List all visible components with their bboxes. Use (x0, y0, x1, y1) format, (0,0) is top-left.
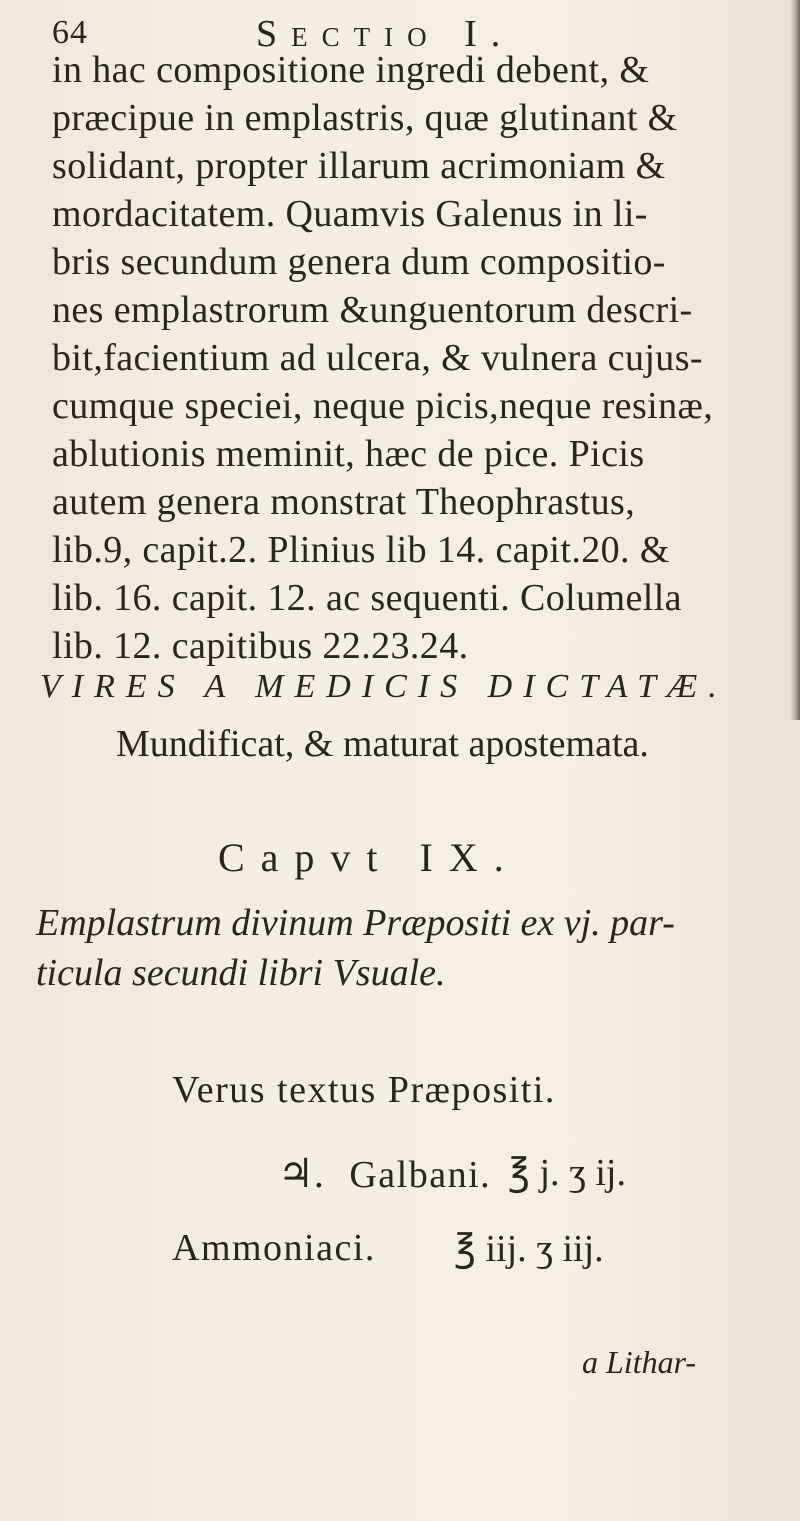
vires-text: Mundificat, & maturat apostemata. (116, 723, 649, 765)
page-edge-shadow (790, 0, 800, 720)
body-line: ablutionis meminit, hæc de pice. Picis (52, 433, 645, 475)
ingredient-name: Galbani. (349, 1154, 492, 1196)
body-line: bris secundum genera dum compositio- (52, 241, 666, 283)
body-line: lib.9, capit.2. Plinius lib 14. capit.20. & (52, 529, 670, 571)
body-line: mordacitatem. Quamvis Galenus in li- (52, 193, 648, 235)
ingredient-name: Ammoniaci. (172, 1227, 376, 1269)
body-line: lib. 16. capit. 12. ac sequenti. Columella (52, 577, 682, 619)
section-heading: VIRES A MEDICIS DICTATÆ. (40, 668, 728, 705)
ingredient-row (172, 1226, 604, 1270)
body-line: autem genera monstrat Theophrastus, (52, 481, 636, 523)
recipe-symbol: ♃. (278, 1151, 324, 1196)
body-line: bit,facientium ad ulcera, & vulnera cujus- (52, 337, 703, 379)
body-line: nes emplastrorum &unguentorum descri- (52, 289, 693, 331)
chapter-heading: Capvt IX. (218, 835, 520, 880)
body-paragraph (52, 46, 774, 670)
recipe-title (36, 898, 776, 998)
body-line: præcipue in emplastris, quæ glutinant & (52, 97, 678, 139)
body-line: in hac compositione ingredi debent, & (52, 49, 650, 91)
recipe-title-line: ticula secundi libri Vsuale. (36, 952, 446, 994)
ingredient-quantity: ℥ j. ʒ ij. (508, 1152, 626, 1194)
ingredient-row (278, 1150, 626, 1197)
body-line: solidant, propter illarum acrimoniam & (52, 145, 666, 187)
ingredient-quantity: ℥ iij. ʒ iij. (454, 1228, 604, 1270)
catchword: a Lithar- (582, 1344, 697, 1380)
running-head: Sectio I. (256, 13, 515, 55)
body-line: cumque speciei, neque picis,neque resinæ, (52, 385, 714, 427)
body-line: lib. 12. capitibus 22.23.24. (52, 625, 469, 667)
page-number: 64 (52, 14, 88, 51)
recipe-title-line: Emplastrum divinum Præpositi ex vj. par- (36, 902, 675, 944)
verus-textus-line: Verus textus Præpositi. (172, 1069, 556, 1111)
